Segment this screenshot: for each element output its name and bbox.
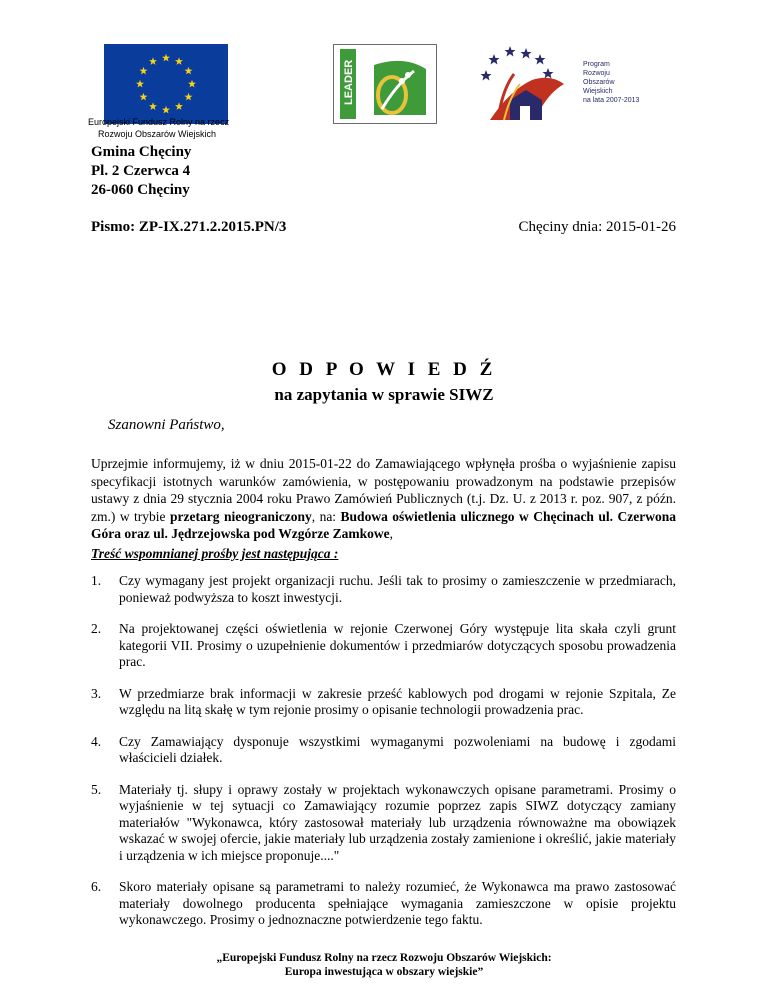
leader-logo-text: LEADER	[343, 59, 355, 105]
question-number: 6.	[91, 879, 102, 894]
list-item	[91, 879, 676, 929]
eu-caption-line1: Europejski Fundusz Rolny na rzecz	[88, 117, 230, 127]
contract-subject: Budowa oświetlenia ulicznego w Chęcinach ul. Czerwona Góra oraz ul. Jędrzejowska pod Wzgórze Zamkowe	[91, 508, 677, 541]
eu-star-icon	[162, 54, 170, 62]
question-text: Czy Zamawiający dysponuje wszystkimi wymaganymi pozwoleniami na budowę i zgodami właścicieli działek.	[119, 733, 676, 765]
footer-line1: „Europejski Fundusz Rolny na rzecz Rozwoju Obszarów Wiejskich:	[216, 952, 552, 964]
question-text: Czy wymagany jest projekt organizacji ruchu. Jeśli tak to prosimy o zamieszczenie w przedmiarach, ponieważ podwyższa to koszt inwestycji.	[119, 573, 676, 605]
footer	[0, 951, 768, 979]
list-item	[91, 686, 676, 719]
eu-stars-icon	[104, 44, 228, 124]
eu-star-icon	[185, 67, 193, 75]
intro-end: ,	[389, 526, 393, 541]
eu-star-icon	[136, 80, 144, 88]
eu-star-icon	[149, 102, 157, 110]
list-item	[91, 734, 676, 767]
intro-mid: , na:	[311, 508, 341, 524]
prow-line-3: Obszarów	[583, 79, 615, 86]
footer-line2: Europa inwestująca w obszary wiejskie”	[284, 966, 484, 978]
eu-caption-line2: Rozwoju Obszarów Wiejskich	[98, 129, 217, 139]
letter-date: Chęciny dnia: 2015-01-26	[518, 219, 676, 235]
eu-star-icon	[162, 106, 170, 114]
intro-text: Uprzejmie informujemy, iż w dniu 2015-01-22 do Zamawiającego wpłynęła prośba o wyjaśnienie zapisu specyfikacji istotnych warunków zamówienia, w postępowaniu prowadzonym na podstawie przepisów ustawy z dnia 29 stycznia 2004 roku Prawo Zamówień Publicznych (t.j. Dz. U. z 2013 r. poz. 907, z późn. zm.) w trybie	[91, 456, 676, 524]
procedure-mode: przetarg nieograniczony	[170, 508, 312, 524]
question-number: 2.	[91, 621, 102, 636]
document-title: O D P O W I E D Ź	[271, 359, 497, 380]
prow-line-2: Rozwoju	[583, 70, 610, 77]
prow-line-5: na lata 2007-2013	[583, 97, 640, 104]
sender-city: 26-060 Chęciny	[91, 182, 190, 198]
questions-list	[91, 573, 676, 944]
question-text: Skoro materiały opisane są parametrami to należy rozumieć, że Wykonawca ma prawo zastosować materiały dowolnego producenta spełniające wymagania zamieszczone w opisie projektu wykonawczego. Prosimy o jednoznaczne potwierdzenie tego faktu.	[119, 879, 676, 927]
prow-line-1: Program	[583, 61, 610, 68]
eu-star-icon	[185, 93, 193, 101]
document-subtitle: na zapytania w sprawie SIWZ	[274, 385, 494, 404]
question-number: 5.	[91, 781, 102, 797]
prow-line-4: Wiejskich	[583, 88, 613, 95]
question-text: Materiały tj. słupy i oprawy zostały w projektach wykonawczych opisane parametrami. Prosimy o wyjaśnienie w tej sytuacji co Zamawiający rozumie poprzez zapis SIWZ dotyczący zamiany materiałów "Wykonawca, który zastosował materiały lub urządzenia równoważne ma obowiązek wskazać w swojej ofercie, jakie materiały lub urządzenia zostały zamienione i określić, jakie materiały i urządzenia w ich miejsce proponuje...."	[119, 781, 676, 863]
sender-name: Gmina Chęciny	[91, 144, 192, 160]
question-text: Na projektowanej części oświetlenia w rejonie Czerwonej Góry występuje lita skała czyli grunt kategorii VII. Prosimy o uzupełnienie dokumentów i przedmiarów dotyczących sposobu prowadzenia prac.	[119, 621, 676, 669]
question-number: 3.	[91, 685, 102, 701]
leader-emblem-icon	[334, 45, 436, 123]
eu-star-icon	[175, 102, 183, 110]
leader-logo	[333, 44, 437, 124]
list-item	[91, 573, 676, 606]
question-text: W przedmiarze brak informacji w zakresie prześć kablowych pod drogami w rejonie Szpitala, Ze względu na litą skałę w tym rejonie prosimy o opisanie technologii prowadzenia prac.	[119, 685, 676, 717]
list-item	[91, 782, 676, 865]
section-heading: Treść wspomnianej prośby jest następująca :	[91, 546, 339, 561]
eu-star-icon	[139, 93, 147, 101]
prow-emblem-icon	[480, 40, 580, 126]
eu-star-icon	[188, 80, 196, 88]
eu-star-icon	[175, 57, 183, 65]
question-number: 4.	[91, 733, 102, 749]
eu-fund-caption	[88, 116, 268, 140]
eu-flag-logo	[104, 44, 228, 124]
sender-street: Pl. 2 Czerwca 4	[91, 163, 191, 179]
question-number: 1.	[91, 573, 102, 588]
intro-paragraph	[91, 455, 676, 543]
prow-logo-text	[583, 60, 639, 105]
greeting: Szanowni Państwo,	[108, 417, 225, 433]
sender-address	[91, 143, 191, 200]
list-item	[91, 621, 676, 671]
eu-star-icon	[139, 67, 147, 75]
letter-reference: Pismo: ZP-IX.271.2.2015.PN/3	[91, 219, 287, 235]
eu-star-icon	[149, 57, 157, 65]
